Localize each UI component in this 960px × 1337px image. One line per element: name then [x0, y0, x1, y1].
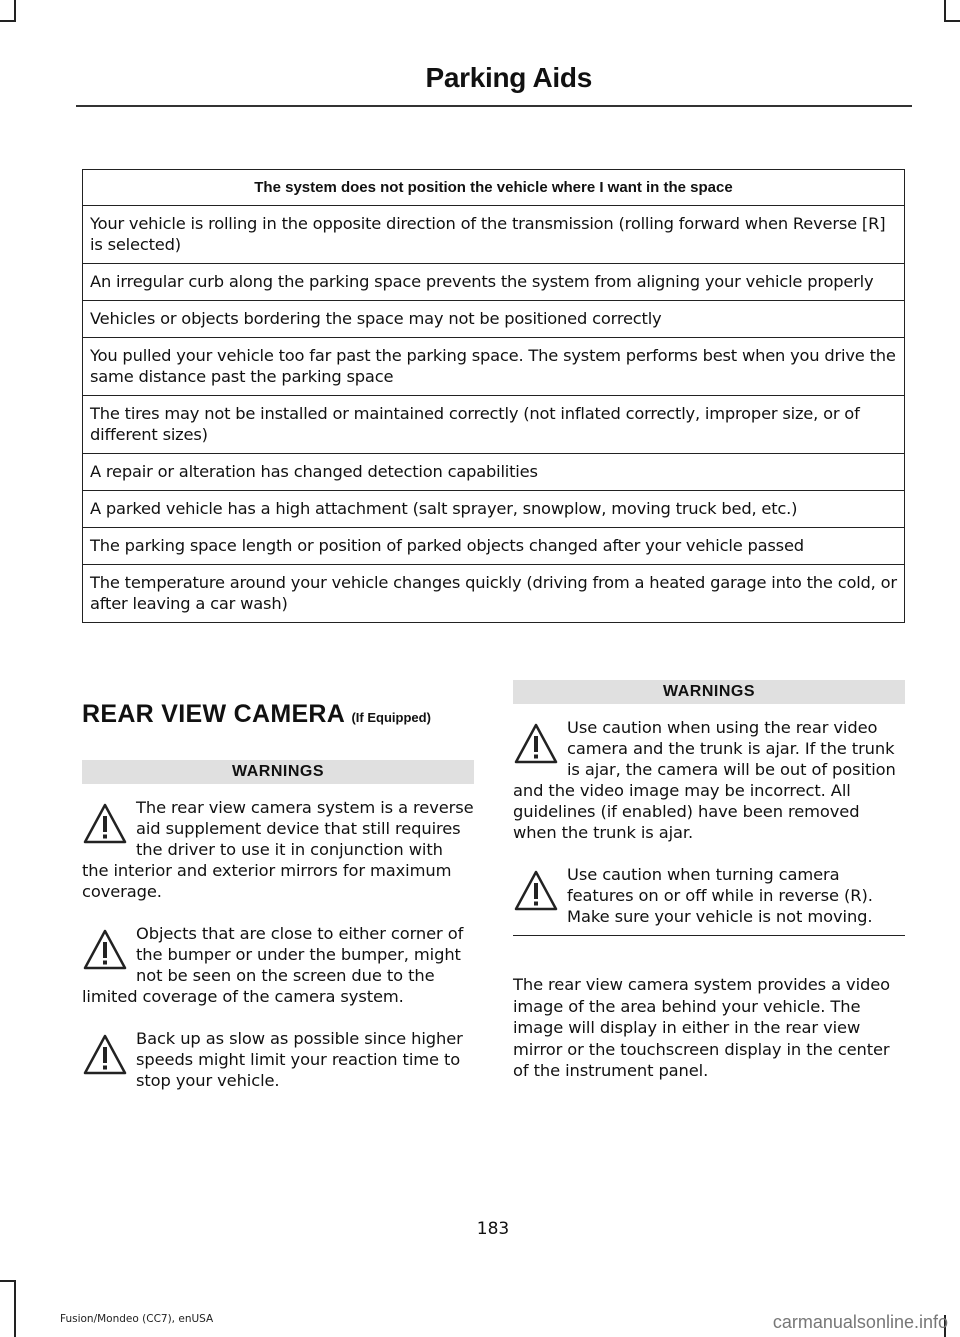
table-row	[83, 338, 905, 396]
page-number: 183	[476, 1219, 510, 1239]
warning-triangle-icon	[82, 1032, 128, 1078]
page-title: Parking Aids	[425, 62, 592, 93]
table-row	[83, 454, 905, 491]
table-cell: A parked vehicle has a high attachment (salt sprayer, snowplow, moving truck bed, etc.)	[83, 491, 905, 528]
crop-mark	[944, 0, 946, 22]
left-column	[82, 700, 474, 1112]
crop-mark	[0, 20, 16, 22]
table-row	[83, 565, 905, 623]
crop-mark	[944, 20, 960, 22]
warning-triangle-icon	[513, 721, 559, 767]
table-row	[83, 396, 905, 454]
table-row	[83, 301, 905, 338]
crop-mark	[14, 0, 16, 22]
table-cell: Your vehicle is rolling in the opposite direction of the transmission (rolling forward when Reverse [R] is selected)	[83, 206, 905, 264]
header-divider	[76, 105, 912, 107]
table-cell: The temperature around your vehicle changes quickly (driving from a heated garage into the cold, or after leaving a car wash)	[83, 565, 905, 623]
warning-triangle-icon	[513, 868, 559, 914]
section-title: REAR VIEW CAMERA	[82, 700, 345, 728]
table-cell: You pulled your vehicle too far past the parking space. The system performs best when you drive the same distance past the parking space	[83, 338, 905, 396]
warning-text: Objects that are close to either corner of the bumper or under the bumper, might not be seen on the screen due to the limited coverage of the camera system.	[82, 924, 464, 1006]
warning-text: Back up as slow as possible since higher speeds might limit your reaction time to stop your vehicle.	[136, 1029, 463, 1090]
body-paragraph: The rear view camera system provides a video image of the area behind your vehicle. The image will display in either in the rear view mirror or the touchscreen display in the center of the instrument panel.	[513, 975, 891, 1080]
watermark: carmanualsonline.info	[772, 1312, 948, 1332]
warning-text: Use caution when turning camera features on or off while in reverse (R). Make sure your vehicle is not moving.	[567, 865, 873, 926]
warning-triangle-icon	[82, 927, 128, 973]
right-column	[513, 680, 905, 1082]
section-heading	[82, 700, 474, 729]
table-row	[83, 264, 905, 301]
warning-text: The rear view camera system is a reverse aid supplement device that still requires the driver to use it in conjunction with the interior and exterior mirrors for maximum coverage.	[82, 798, 474, 901]
warning-item	[82, 1028, 474, 1091]
table-cell: An irregular curb along the parking space prevents the system from aligning your vehicle properly	[83, 264, 905, 301]
table-row	[83, 528, 905, 565]
table-cell: Vehicles or objects bordering the space may not be positioned correctly	[83, 301, 905, 338]
crop-mark	[0, 1280, 16, 1282]
warning-text: Use caution when using the rear video camera and the trunk is ajar. If the trunk is ajar, the camera will be out of position and the video image may be incorrect. All guidelines (if enabled) have been removed when the trunk is ajar.	[513, 718, 896, 842]
warning-triangle-icon	[82, 801, 128, 847]
table-cell: The tires may not be installed or maintained correctly (not inflated correctly, improper size, or of different sizes)	[83, 396, 905, 454]
warnings-end-rule	[513, 935, 905, 936]
section-qualifier: (If Equipped)	[351, 710, 431, 725]
warning-item	[513, 864, 905, 927]
table-row	[83, 206, 905, 264]
table-cell: A repair or alteration has changed detection capabilities	[83, 454, 905, 491]
warning-item	[82, 797, 474, 902]
table-cell: The parking space length or position of parked objects changed after your vehicle passed	[83, 528, 905, 565]
crop-mark	[14, 1280, 16, 1337]
troubleshooting-table	[82, 169, 905, 623]
table-row	[83, 491, 905, 528]
table-heading: The system does not position the vehicle where I want in the space	[83, 170, 905, 206]
warning-item	[513, 717, 905, 843]
warnings-label: WARNINGS	[82, 760, 474, 784]
warnings-label: WARNINGS	[513, 680, 905, 704]
warning-item	[82, 923, 474, 1007]
footer-text: Fusion/Mondeo (CC7), enUSA	[60, 1313, 214, 1325]
